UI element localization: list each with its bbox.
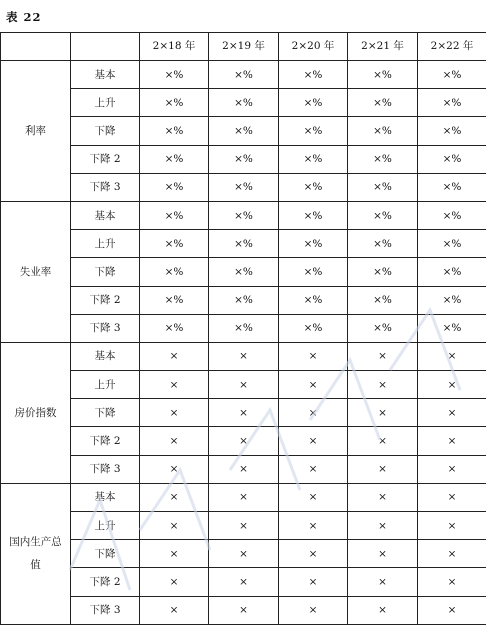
value-cell: × [348,427,418,455]
value-cell: ×% [140,117,209,145]
value-cell: × [348,512,418,540]
table-row [1,540,486,568]
scenario-label: 上升 [71,371,140,399]
value-cell: ×% [418,173,486,201]
value-cell: ×% [348,145,418,173]
value-cell: ×% [418,201,486,229]
value-cell: × [140,342,209,370]
table-row [1,201,486,229]
scenario-label: 下降 [71,258,140,286]
value-cell: ×% [209,89,279,117]
value-cell: × [279,512,348,540]
scenario-label: 下降 [71,117,140,145]
value-cell: × [348,596,418,624]
value-cell: ×% [418,117,486,145]
value-cell: ×% [140,286,209,314]
table-row [1,342,486,370]
table-row [1,89,486,117]
value-cell: ×% [348,117,418,145]
value-cell: × [279,399,348,427]
table-row [1,173,486,201]
value-cell: ×% [418,145,486,173]
scenario-label: 下降 2 [71,568,140,596]
value-cell: ×% [140,173,209,201]
table-row [1,512,486,540]
scenario-label: 基本 [71,342,140,370]
value-cell: ×% [140,314,209,342]
scenario-table [0,32,486,625]
value-cell: × [279,483,348,511]
scenario-label: 基本 [71,483,140,511]
value-cell: ×% [279,89,348,117]
value-cell: ×% [418,258,486,286]
value-cell: ×% [348,230,418,258]
value-cell: × [348,540,418,568]
value-cell: × [140,540,209,568]
table-row [1,596,486,624]
value-cell: ×% [209,61,279,89]
value-cell: × [348,399,418,427]
header-year: 2×22 年 [418,33,486,61]
value-cell: × [418,427,486,455]
value-cell: ×% [140,61,209,89]
value-cell: ×% [348,258,418,286]
value-cell: × [418,455,486,483]
value-cell: ×% [348,173,418,201]
value-cell: × [209,596,279,624]
value-cell: × [348,371,418,399]
value-cell: ×% [418,230,486,258]
table-row [1,286,486,314]
value-cell: × [209,342,279,370]
value-cell: × [209,512,279,540]
value-cell: × [279,455,348,483]
value-cell: × [418,568,486,596]
table-row [1,230,486,258]
scenario-label: 下降 3 [71,173,140,201]
table-row [1,314,486,342]
scenario-label: 上升 [71,512,140,540]
value-cell: ×% [348,201,418,229]
table-row [1,61,486,89]
value-cell: × [348,455,418,483]
value-cell: ×% [209,173,279,201]
value-cell: × [348,342,418,370]
table-row [1,258,486,286]
header-year: 2×18 年 [140,33,209,61]
value-cell: ×% [140,230,209,258]
scenario-label: 上升 [71,230,140,258]
value-cell: ×% [140,201,209,229]
value-cell: ×% [279,145,348,173]
scenario-label: 下降 [71,540,140,568]
value-cell: × [279,568,348,596]
value-cell: ×% [279,173,348,201]
value-cell: × [279,342,348,370]
scenario-label: 下降 2 [71,286,140,314]
scenario-label: 下降 2 [71,145,140,173]
scenario-label: 下降 3 [71,455,140,483]
table-row [1,117,486,145]
value-cell: × [348,483,418,511]
value-cell: ×% [140,258,209,286]
table-row [1,399,486,427]
table-row [1,145,486,173]
table-caption: 表 22 [6,10,42,24]
value-cell: × [140,427,209,455]
scenario-label: 下降 2 [71,427,140,455]
value-cell: ×% [279,230,348,258]
value-cell: × [140,512,209,540]
scenario-label: 基本 [71,201,140,229]
value-cell: × [140,596,209,624]
value-cell: ×% [279,314,348,342]
value-cell: ×% [209,201,279,229]
value-cell: ×% [140,89,209,117]
value-cell: ×% [418,89,486,117]
value-cell: ×% [209,230,279,258]
header-year: 2×21 年 [348,33,418,61]
value-cell: × [418,371,486,399]
value-cell: × [209,427,279,455]
value-cell: ×% [418,61,486,89]
value-cell: × [418,540,486,568]
value-cell: ×% [279,117,348,145]
value-cell: ×% [209,314,279,342]
group-label: 房价指数 [1,342,71,483]
scenario-label: 上升 [71,89,140,117]
value-cell: ×% [279,286,348,314]
scenario-label: 下降 3 [71,596,140,624]
value-cell: ×% [279,201,348,229]
value-cell: ×% [348,89,418,117]
table-header-row [1,33,486,61]
value-cell: × [209,399,279,427]
value-cell: ×% [279,258,348,286]
group-label: 利率 [1,61,71,202]
group-label: 失业率 [1,201,71,342]
value-cell: ×% [418,314,486,342]
header-year: 2×20 年 [279,33,348,61]
value-cell: × [209,483,279,511]
value-cell: × [140,399,209,427]
value-cell: × [279,371,348,399]
value-cell: × [140,455,209,483]
value-cell: × [209,371,279,399]
table-row [1,568,486,596]
value-cell: ×% [209,117,279,145]
value-cell: × [279,596,348,624]
scenario-label: 下降 3 [71,314,140,342]
value-cell: × [418,483,486,511]
value-cell: × [418,596,486,624]
value-cell: ×% [140,145,209,173]
value-cell: × [348,568,418,596]
value-cell: × [140,371,209,399]
value-cell: ×% [348,61,418,89]
value-cell: × [209,540,279,568]
value-cell: ×% [279,61,348,89]
table-row [1,427,486,455]
value-cell: ×% [209,258,279,286]
value-cell: × [140,568,209,596]
value-cell: × [418,399,486,427]
header-corner-1 [1,33,71,61]
value-cell: ×% [348,286,418,314]
table-row [1,455,486,483]
header-year: 2×19 年 [209,33,279,61]
header-corner-2 [71,33,140,61]
value-cell: ×% [418,286,486,314]
value-cell: ×% [348,314,418,342]
value-cell: ×% [209,286,279,314]
value-cell: × [279,540,348,568]
value-cell: × [418,512,486,540]
table-row [1,483,486,511]
scenario-label: 下降 [71,399,140,427]
value-cell: × [418,342,486,370]
value-cell: × [279,427,348,455]
value-cell: × [209,455,279,483]
value-cell: ×% [209,145,279,173]
value-cell: × [140,483,209,511]
group-label: 国内生产总值 [1,483,71,624]
scenario-label: 基本 [71,61,140,89]
table-row [1,371,486,399]
value-cell: × [209,568,279,596]
